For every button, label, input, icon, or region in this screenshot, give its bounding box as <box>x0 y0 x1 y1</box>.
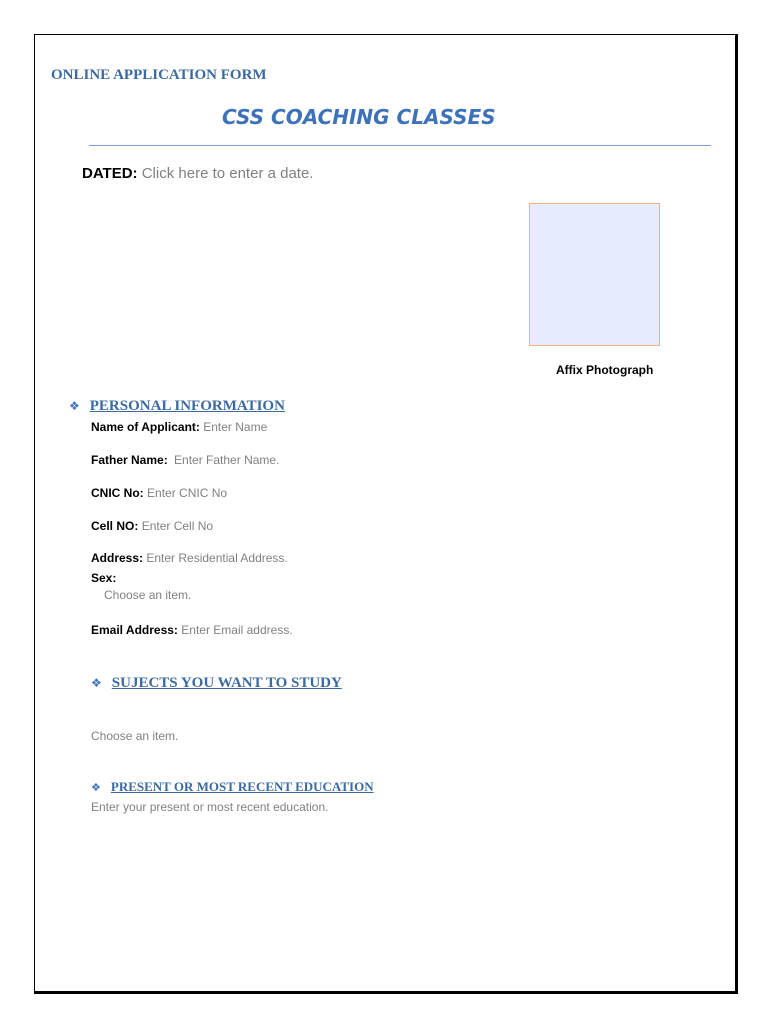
cell-label: Cell NO: <box>91 519 139 533</box>
page-title: CSS COACHING CLASSES <box>222 105 496 129</box>
dated-row <box>82 165 313 182</box>
cell-input[interactable]: Enter Cell No <box>141 519 214 533</box>
email-field-row <box>91 623 293 637</box>
form-header: ONLINE APPLICATION FORM <box>51 67 267 83</box>
cell-field-row <box>91 519 213 533</box>
diamond-bullet-icon: ❖ <box>91 782 101 794</box>
subjects-heading-row <box>91 674 342 692</box>
subjects-dropdown[interactable]: Choose an item. <box>91 729 179 743</box>
subjects-heading: SUJECTS YOU WANT TO STUDY <box>111 675 342 691</box>
sex-dropdown[interactable]: Choose an item. <box>104 588 192 602</box>
cnic-label: CNIC No: <box>91 486 144 500</box>
cnic-input[interactable]: Enter CNIC No <box>147 486 228 500</box>
education-heading: PRESENT OR MOST RECENT EDUCATION <box>110 779 374 794</box>
name-label: Name of Applicant: <box>91 420 200 434</box>
sex-field-row <box>91 571 116 585</box>
email-input[interactable]: Enter Email address. <box>181 623 293 637</box>
date-picker-field[interactable]: Click here to enter a date. <box>141 165 314 182</box>
photo-placeholder-box[interactable] <box>529 203 660 346</box>
dated-label: DATED: <box>82 165 138 182</box>
personal-info-heading: PERSONAL INFORMATION <box>89 398 285 414</box>
diamond-bullet-icon: ❖ <box>69 399 80 413</box>
father-name-input[interactable]: Enter Father Name. <box>174 453 280 467</box>
address-input[interactable]: Enter Residential Address. <box>146 551 288 565</box>
father-name-label: Father Name: <box>91 453 168 467</box>
title-divider <box>89 145 711 146</box>
name-input[interactable]: Enter Name <box>203 420 268 434</box>
photo-label: Affix Photograph <box>556 363 654 377</box>
diamond-bullet-icon: ❖ <box>91 676 102 690</box>
education-input[interactable]: Enter your present or most recent education. <box>91 800 329 814</box>
address-field-row <box>91 551 288 565</box>
name-field-row <box>91 420 267 434</box>
father-name-field-row <box>91 453 279 467</box>
document-page <box>34 34 738 994</box>
address-label: Address: <box>91 551 144 565</box>
cnic-field-row <box>91 486 227 500</box>
email-label: Email Address: <box>91 623 178 637</box>
personal-info-heading-row <box>69 397 285 415</box>
sex-label: Sex: <box>91 571 117 585</box>
education-heading-row <box>91 779 374 795</box>
